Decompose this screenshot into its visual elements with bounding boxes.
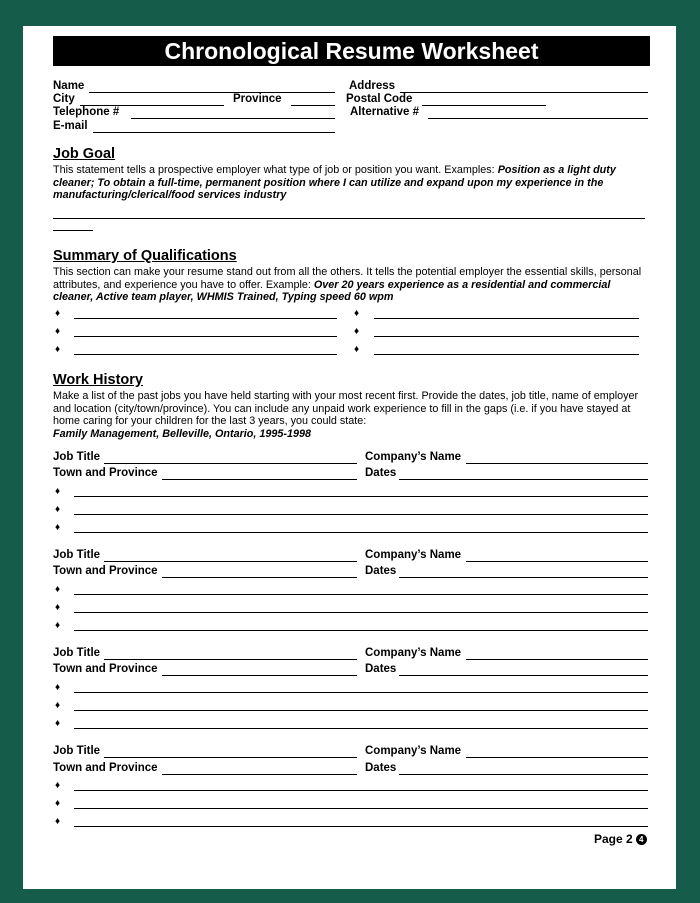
work-history-text: Make a list of the past jobs you have held starting with your most recent first. Provide the dates, job title, name of employer and location (city/town/province). You can include any unpaid work experience to fill in the gaps (i.e. if you have stayed at home caring for your children for the last 3 years, you could state: xyxy=(53,390,639,428)
job-goal-example: Position as a light duty cleaner; To obtain a full-time, permanent position where I can utilize and expand upon my experience in the manufacturing/clerical/food services industry xyxy=(53,164,616,202)
page-title: Chronological Resume Worksheet xyxy=(53,36,650,66)
job-title-label: Job Title xyxy=(53,549,101,561)
bullet-icon: ♦ xyxy=(55,718,61,729)
city-label: City xyxy=(53,93,75,105)
dates-field[interactable] xyxy=(399,577,648,578)
bullet-icon: ♦ xyxy=(55,798,61,809)
bullet-icon: ♦ xyxy=(354,344,360,355)
company-name-field[interactable] xyxy=(466,463,648,464)
summary-example: Over 20 years experience as a residential and commercial cleaner, Active team player, WHMIS Trained, Typing speed 60 wpm xyxy=(53,278,611,304)
town-province-field[interactable] xyxy=(162,577,357,578)
province-field[interactable] xyxy=(291,105,335,106)
worksheet-page xyxy=(23,26,676,889)
duty-line[interactable] xyxy=(74,692,648,693)
qualification-line[interactable] xyxy=(74,354,337,355)
bullet-icon: ♦ xyxy=(55,344,61,355)
company-name-label: Company’s Name xyxy=(365,745,462,757)
work-history-description xyxy=(53,390,648,440)
town-province-label: Town and Province xyxy=(53,467,158,479)
company-name-label: Company’s Name xyxy=(365,549,462,561)
page-number xyxy=(594,832,647,846)
postal-code-field[interactable] xyxy=(422,105,546,106)
job-title-label: Job Title xyxy=(53,451,101,463)
duty-line[interactable] xyxy=(74,612,648,613)
name-label: Name xyxy=(53,80,85,92)
company-name-field[interactable] xyxy=(466,659,648,660)
company-name-field[interactable] xyxy=(466,561,648,562)
duty-line[interactable] xyxy=(74,826,648,827)
job-title-label: Job Title xyxy=(53,647,101,659)
town-province-field[interactable] xyxy=(162,479,357,480)
company-name-label: Company’s Name xyxy=(365,451,462,463)
duty-line[interactable] xyxy=(74,808,648,809)
duty-line[interactable] xyxy=(74,790,648,791)
bullet-icon: ♦ xyxy=(55,620,61,631)
page-marker-icon: 4 xyxy=(636,834,647,845)
job-title-label: Job Title xyxy=(53,745,101,757)
job-goal-description xyxy=(53,164,648,202)
bullet-icon: ♦ xyxy=(55,486,61,497)
dates-field[interactable] xyxy=(399,774,648,775)
bullet-icon: ♦ xyxy=(55,504,61,515)
job-goal-heading: Job Goal xyxy=(53,146,116,162)
bullet-icon: ♦ xyxy=(354,308,360,319)
email-field[interactable] xyxy=(93,132,335,133)
telephone-field[interactable] xyxy=(131,118,335,119)
bullet-icon: ♦ xyxy=(55,682,61,693)
bullet-icon: ♦ xyxy=(55,602,61,613)
town-province-label: Town and Province xyxy=(53,565,158,577)
summary-heading: Summary of Qualifications xyxy=(53,248,237,264)
job-title-field[interactable] xyxy=(104,561,357,562)
name-field[interactable] xyxy=(89,92,335,93)
telephone-label: Telephone # xyxy=(53,106,120,118)
job-goal-text: This statement tells a prospective employer what type of job or position you want. Examples: xyxy=(53,164,498,176)
bullet-icon: ♦ xyxy=(55,308,61,319)
town-province-label: Town and Province xyxy=(53,663,158,675)
summary-description xyxy=(53,266,648,304)
dates-field[interactable] xyxy=(399,479,648,480)
postal-code-label: Postal Code xyxy=(346,93,413,105)
work-history-example: Family Management, Belleville, Ontario, 1995-1998 xyxy=(53,427,312,440)
bullet-icon: ♦ xyxy=(55,700,61,711)
dates-field[interactable] xyxy=(399,675,648,676)
bullet-icon: ♦ xyxy=(55,522,61,533)
dates-label: Dates xyxy=(365,467,397,479)
job-goal-answer-line-1[interactable] xyxy=(53,218,645,219)
duty-line[interactable] xyxy=(74,594,648,595)
duty-line[interactable] xyxy=(74,514,648,515)
job-title-field[interactable] xyxy=(104,463,357,464)
email-label: E-mail xyxy=(53,120,88,132)
alternative-label: Alternative # xyxy=(350,106,420,118)
company-name-field[interactable] xyxy=(466,757,648,758)
town-province-field[interactable] xyxy=(162,774,357,775)
duty-line[interactable] xyxy=(74,710,648,711)
bullet-icon: ♦ xyxy=(55,780,61,791)
dates-label: Dates xyxy=(365,762,397,774)
address-field[interactable] xyxy=(400,92,648,93)
duty-line[interactable] xyxy=(74,630,648,631)
qualification-line[interactable] xyxy=(74,336,337,337)
alternative-field[interactable] xyxy=(428,118,648,119)
summary-text: This section can make your resume stand out from all the others. It tells the potential employer the essential skills, personal attributes, and experience you have to offer. Example: xyxy=(53,266,642,291)
qualification-line[interactable] xyxy=(374,336,639,337)
job-title-field[interactable] xyxy=(104,659,357,660)
dates-label: Dates xyxy=(365,565,397,577)
company-name-label: Company’s Name xyxy=(365,647,462,659)
province-label: Province xyxy=(233,93,282,105)
duty-line[interactable] xyxy=(74,496,648,497)
qualification-line[interactable] xyxy=(374,318,639,319)
job-goal-answer-line-2[interactable] xyxy=(53,230,93,231)
qualification-line[interactable] xyxy=(74,318,337,319)
work-history-heading: Work History xyxy=(53,372,143,388)
address-label: Address xyxy=(349,80,396,92)
page-number-text: Page 2 xyxy=(594,832,633,846)
duty-line[interactable] xyxy=(74,532,648,533)
bullet-icon: ♦ xyxy=(55,584,61,595)
town-province-field[interactable] xyxy=(162,675,357,676)
bullet-icon: ♦ xyxy=(354,326,360,337)
bullet-icon: ♦ xyxy=(55,326,61,337)
dates-label: Dates xyxy=(365,663,397,675)
bullet-icon: ♦ xyxy=(55,816,61,827)
town-province-label: Town and Province xyxy=(53,762,158,774)
duty-line[interactable] xyxy=(74,728,648,729)
job-title-field[interactable] xyxy=(104,757,357,758)
qualification-line[interactable] xyxy=(374,354,639,355)
